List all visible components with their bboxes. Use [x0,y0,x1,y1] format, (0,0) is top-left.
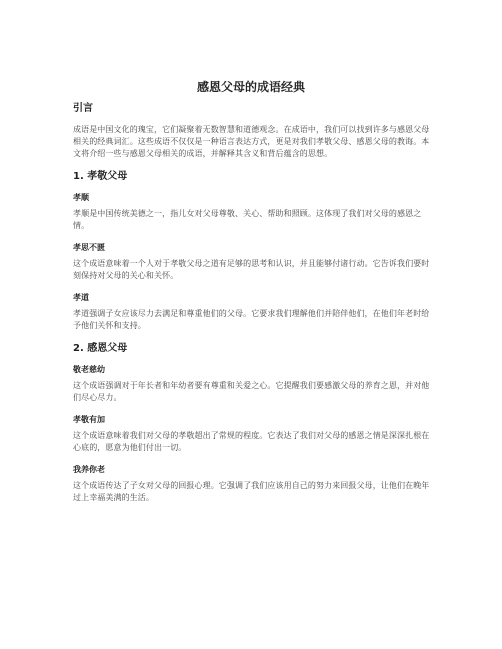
term-heading: 我养你老 [73,465,105,474]
document-content [73,102,431,514]
term-text: 这个成语意味着一个人对于孝敬父母之道有足够的思考和认识，并且能够付诸行动。它告诉我们要时刻保持对父母的关心和关怀。 [73,259,430,280]
term-heading: 孝思不匮 [73,243,105,252]
term-text: 孝顺是中国传统美德之一，指儿女对父母尊敬、关心、帮助和照顾。这体现了我们对父母的感恩之情。 [73,209,422,230]
intro-paragraph: 成语是中国文化的瑰宝，它们凝聚着无数智慧和道德观念。在成语中，我们可以找到许多与感恩父母相关的经典词汇。这些成语不仅仅是一种语言表达方式，更是对我们孝敬父母、感恩父母的教诲。本文将介绍一些与感恩父母相关的成语，并解释其含义和背后蕴含的思想。 [73,125,430,158]
section-1 [73,170,431,332]
section-heading: 1. 孝敬父母 [73,171,128,182]
term-heading: 孝敬有加 [73,415,105,424]
term-text: 孝道强调子女应该尽力去满足和尊重他们的父母。它要求我们理解他们并陪伴他们，在他们年老时给予他们关怀和支持。 [73,309,430,330]
term-heading: 孝道 [73,293,89,302]
section-heading: 2. 感恩父母 [73,343,128,354]
term-text: 这个成语意味着我们对父母的孝敬超出了常规的程度。它表达了我们对父母的感恩之情是深深扎根在心底的，愿意为他们付出一切。 [73,431,430,452]
term-text: 这个成语强调对于年长者和年幼者要有尊重和关爱之心。它提醒我们要感激父母的养育之恩，并对他们尽心尽力。 [73,381,430,402]
intro-heading: 引言 [73,103,93,114]
term-text: 这个成语传达了子女对父母的回报心理。它强调了我们应该用自己的努力来回报父母，让他们在晚年过上幸福美满的生活。 [73,481,430,502]
page-title: 感恩父母的成语经典 [196,80,305,94]
term-heading: 孝顺 [73,193,89,202]
section-2 [73,342,431,504]
term-heading: 敬老慈幼 [73,365,105,374]
